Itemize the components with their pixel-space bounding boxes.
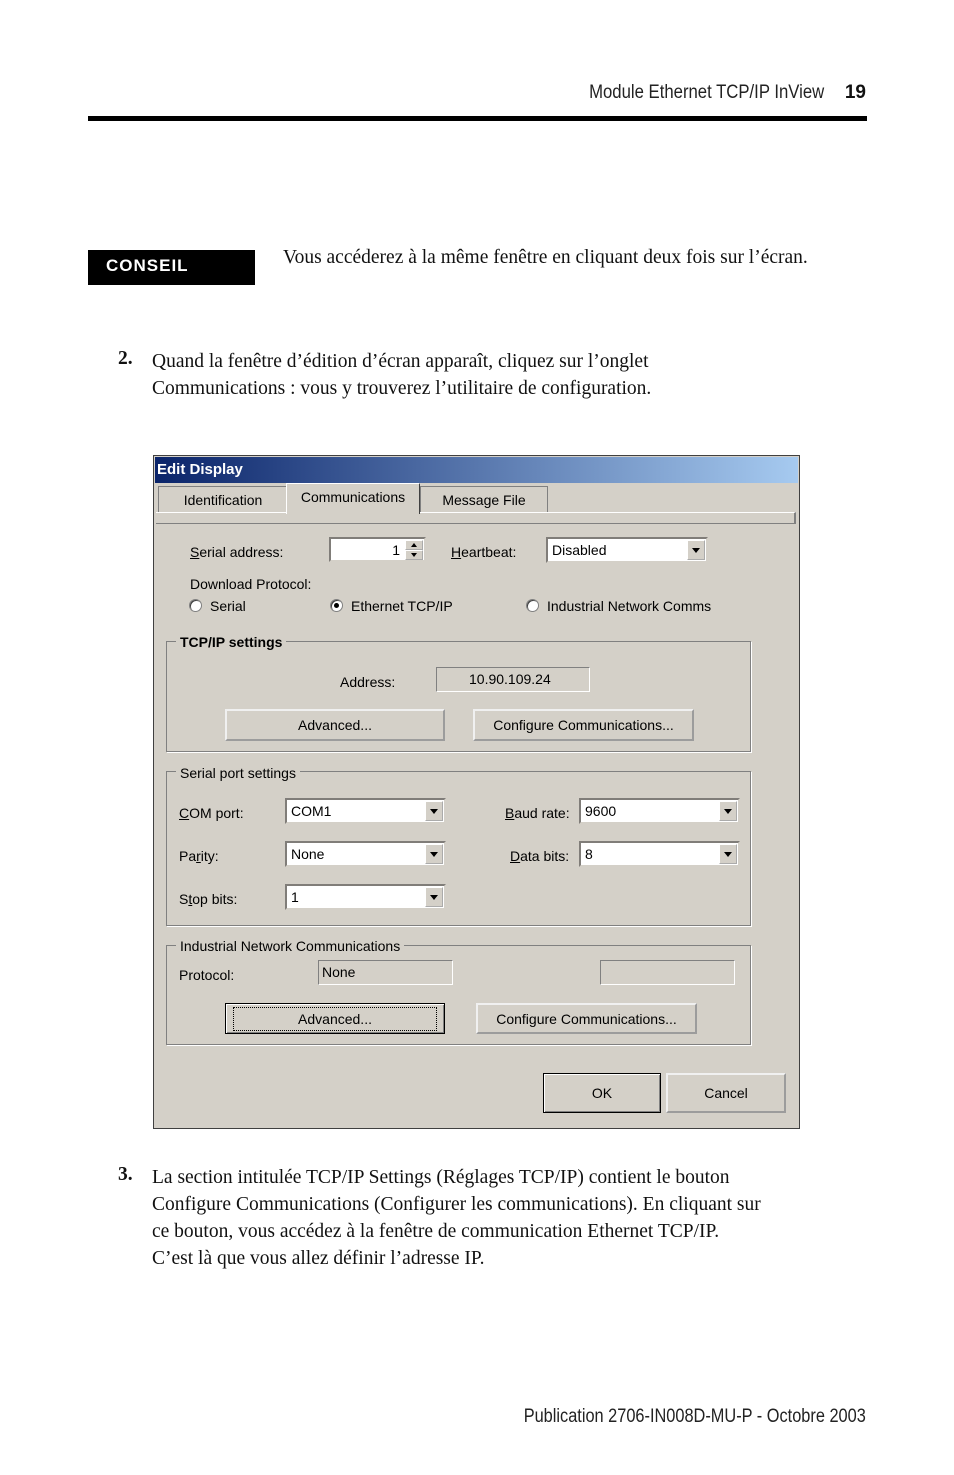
step-number: 3. — [118, 1164, 133, 1185]
step-line: La section intitulée TCP/IP Settings (Réglages TCP/IP) contient le bouton — [152, 1167, 730, 1188]
stop-bits-select[interactable] — [285, 884, 446, 910]
radio-serial[interactable] — [189, 599, 202, 612]
caret-up-icon — [411, 543, 417, 547]
step-line: Communications : vous y trouverez l’utilitaire de configuration. — [152, 378, 652, 399]
chevron-down-icon — [430, 809, 438, 814]
running-header-title: Module Ethernet TCP/IP InView — [588, 82, 824, 103]
step-line: Quand la fenêtre d’édition d’écran apparaît, cliquez sur l’onglet — [152, 351, 649, 372]
tcpip-configure-communications-button[interactable]: Configure Communications... — [473, 709, 694, 741]
chevron-down-icon — [430, 852, 438, 857]
chevron-down-icon — [724, 809, 732, 814]
industrial-configure-communications-button[interactable]: Configure Communications... — [476, 1003, 697, 1034]
heartbeat-dropdown-button[interactable] — [687, 540, 705, 560]
spin-down-button[interactable] — [405, 550, 423, 560]
stop-bits-label: Stop bits: — [179, 891, 238, 907]
com-port-dropdown-button[interactable] — [425, 801, 443, 821]
caret-down-icon — [411, 553, 417, 557]
tab-message-file[interactable]: Message File — [420, 486, 548, 512]
parity-value: None — [291, 846, 325, 862]
serial-address-value: 1 — [392, 542, 400, 558]
parity-label: Parity: — [179, 848, 219, 864]
tip-text: Vous accéderez à la même fenêtre en cliquant deux fois sur l’écran. — [283, 247, 808, 268]
chevron-down-icon — [724, 852, 732, 857]
focus-rect: Advanced... — [233, 1007, 437, 1031]
step-line: C’est là que vous allez définir l’adresse IP. — [152, 1248, 485, 1269]
parity-select[interactable] — [285, 841, 446, 867]
data-bits-dropdown-button[interactable] — [719, 844, 737, 864]
com-port-select[interactable] — [285, 798, 446, 824]
tip-label: CONSEIL — [88, 250, 255, 285]
heartbeat-label: Heartbeat: — [451, 544, 517, 560]
baud-rate-select[interactable] — [579, 798, 740, 824]
protocol-label: Protocol: — [179, 967, 235, 983]
tcpip-settings-legend: TCP/IP settings — [176, 634, 286, 650]
dialog-title-bar: Edit Display — [155, 457, 798, 483]
heartbeat-value: Disabled — [552, 542, 607, 558]
step-line: Configure Communications (Configurer les communications). En cliquant sur — [152, 1194, 761, 1215]
stop-bits-value: 1 — [291, 889, 299, 905]
page-number: 19 — [844, 82, 866, 103]
serial-address-spinner[interactable] — [329, 537, 426, 562]
chevron-down-icon — [692, 548, 700, 553]
radio-ethernet-label: Ethernet TCP/IP — [351, 598, 453, 614]
ip-address-field — [436, 667, 590, 692]
tab-identification[interactable]: Identification — [158, 486, 288, 512]
radio-ethernet[interactable] — [330, 599, 343, 612]
tab-communications[interactable]: Communications — [286, 483, 420, 514]
ok-button[interactable]: OK — [543, 1073, 661, 1113]
ip-address-value: 10.90.109.24 — [469, 671, 551, 687]
spin-up-button[interactable] — [405, 540, 423, 550]
edit-display-dialog — [153, 455, 800, 1129]
protocol-detail-field — [600, 960, 735, 985]
chevron-down-icon — [430, 895, 438, 900]
serial-port-settings-legend: Serial port settings — [176, 765, 300, 781]
step-number: 2. — [118, 348, 133, 369]
header-rule — [88, 116, 867, 121]
step-line: ce bouton, vous accédez à la fenêtre de communication Ethernet TCP/IP. — [152, 1221, 720, 1242]
data-bits-select[interactable] — [579, 841, 740, 867]
data-bits-label: Data bits: — [510, 848, 570, 864]
protocol-value: None — [322, 964, 356, 980]
tab-panel-edge — [156, 512, 796, 524]
radio-industrial-label: Industrial Network Comms — [547, 598, 712, 614]
stop-bits-dropdown-button[interactable] — [425, 887, 443, 907]
radio-serial-label: Serial — [210, 598, 246, 614]
protocol-field — [318, 960, 453, 985]
heartbeat-select[interactable] — [546, 537, 708, 563]
baud-rate-dropdown-button[interactable] — [719, 801, 737, 821]
radio-industrial[interactable] — [526, 599, 539, 612]
industrial-advanced-button[interactable] — [225, 1003, 445, 1034]
parity-dropdown-button[interactable] — [425, 844, 443, 864]
baud-rate-value: 9600 — [585, 803, 617, 819]
com-port-label: COM port: — [179, 805, 244, 821]
publication-footer: Publication 2706-IN008D-MU-P - Octobre 2003 — [523, 1406, 866, 1427]
address-label: Address: — [340, 674, 396, 690]
data-bits-value: 8 — [585, 846, 593, 862]
step-text — [152, 1164, 761, 1272]
radio-selected-dot — [334, 603, 339, 608]
baud-rate-label: Baud rate: — [505, 805, 570, 821]
industrial-network-legend: Industrial Network Communications — [176, 938, 404, 954]
serial-address-label: Serial address: — [190, 544, 284, 560]
cancel-button[interactable]: Cancel — [666, 1073, 786, 1113]
download-protocol-label: Download Protocol: — [190, 576, 312, 592]
step-text — [152, 348, 651, 402]
tcpip-advanced-button[interactable]: Advanced... — [225, 709, 445, 741]
com-port-value: COM1 — [291, 803, 332, 819]
